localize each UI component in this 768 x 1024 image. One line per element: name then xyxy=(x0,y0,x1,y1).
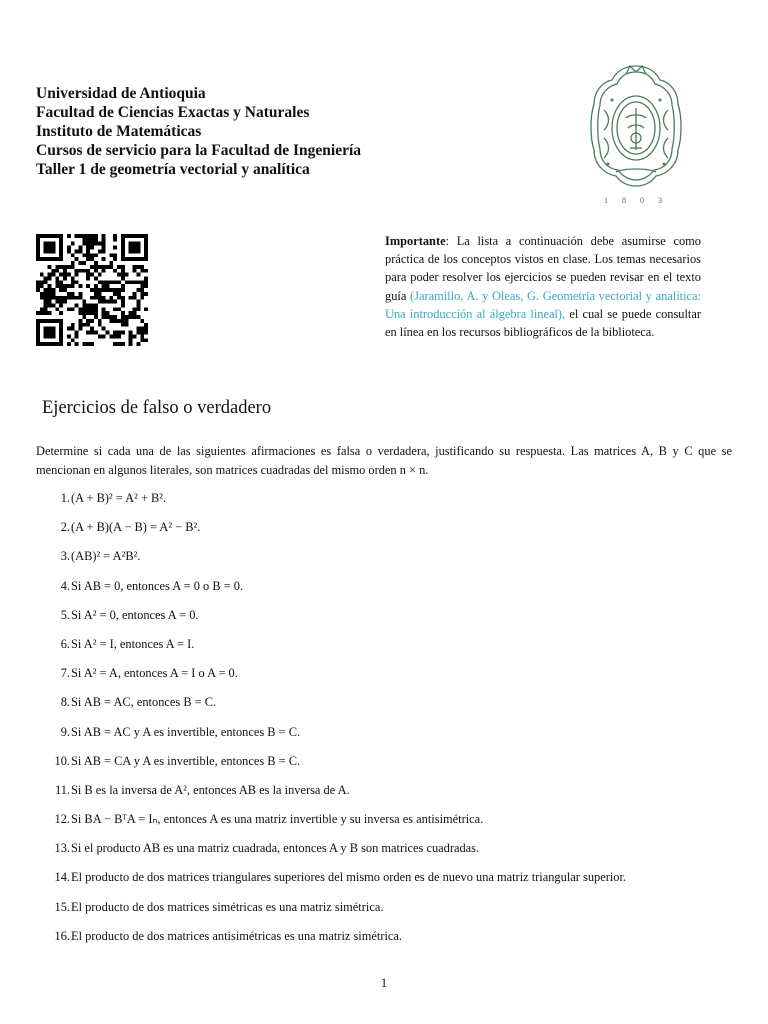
item-number: 12. xyxy=(54,812,70,827)
list-item xyxy=(36,722,736,751)
item-number: 6. xyxy=(60,636,70,651)
item-number: 2. xyxy=(60,520,70,535)
item-text: (AB)² = A²B². xyxy=(71,549,141,564)
item-text: Si AB = 0, entonces A = 0 o B = 0. xyxy=(71,578,244,593)
item-number: 4. xyxy=(60,578,70,593)
university-name: Universidad de Antioquia xyxy=(36,85,206,102)
workshop-title: Taller 1 de geometría vectorial y analítica xyxy=(36,161,310,178)
important-label: Importante xyxy=(385,234,446,248)
item-text: El producto de dos matrices antisimétricas es una matriz simétrica. xyxy=(71,928,402,943)
item-text: Si BA − BᵀA = Iₙ, entonces A es una matriz invertible y su inversa es antisimétrica. xyxy=(71,812,484,827)
item-text: Si AB = CA y A es invertible, entonces B = C. xyxy=(71,753,301,768)
list-item xyxy=(36,867,736,896)
item-number: 1. xyxy=(60,491,70,505)
list-item xyxy=(36,488,736,517)
item-text: (A + B)² = A² + B². xyxy=(71,491,167,505)
list-item xyxy=(36,751,736,780)
list-item xyxy=(36,517,736,546)
item-number: 7. xyxy=(60,666,70,681)
qr-code-icon xyxy=(36,234,148,346)
list-item xyxy=(36,809,736,838)
item-number: 16. xyxy=(54,928,70,943)
item-number: 13. xyxy=(54,841,70,856)
item-number: 8. xyxy=(60,695,70,710)
university-seal-icon xyxy=(586,60,686,190)
important-note xyxy=(385,232,701,341)
item-text: (A + B)(A − B) = A² − B². xyxy=(71,520,201,535)
item-number: 9. xyxy=(60,724,70,739)
list-item xyxy=(36,576,736,605)
item-text: Si AB = AC, entonces B = C. xyxy=(71,695,217,710)
item-text: Si A² = A, entonces A = I o A = 0. xyxy=(71,666,238,681)
important-text: : La lista a continuación debe asumirse como práctica de los conceptos vistos en clase. Los temas necesarios para poder resolver los ejercicios se pueden revisar en el texto guía xyxy=(385,234,701,303)
list-item xyxy=(36,546,736,575)
item-text: Si B es la inversa de A², entonces AB es la inversa de A. xyxy=(71,782,350,797)
seal-year: 1 8 0 3 xyxy=(604,196,668,205)
item-number: 15. xyxy=(54,899,70,914)
exercise-list xyxy=(36,488,736,955)
page-number: 1 xyxy=(380,976,388,990)
document-header xyxy=(36,84,556,179)
list-item xyxy=(36,663,736,692)
item-number: 11. xyxy=(54,782,70,797)
item-text: Si A² = 0, entonces A = 0. xyxy=(71,607,199,622)
institute-name: Instituto de Matemáticas xyxy=(36,123,202,140)
qr-modules xyxy=(36,234,148,346)
list-item xyxy=(36,634,736,663)
item-text: Si A² = I, entonces A = I. xyxy=(71,636,195,651)
list-item xyxy=(36,838,736,867)
course-name: Cursos de servicio para la Facultad de Ingeniería xyxy=(36,142,362,159)
item-number: 14. xyxy=(54,870,70,885)
guide-book-link[interactable]: (Jaramillo, A. y Oleas, G. Geometría vectorial y analítica: Una introducción al álgebra lineal), xyxy=(385,288,702,321)
important-text-end: el cual se puede consultar en línea en los recursos bibliográficos de la biblioteca. xyxy=(385,306,701,340)
intro-paragraph: Determine si cada una de las siguientes afirmaciones es falsa o verdadera, justificando su respuesta. Las matrices A, B y C que se mencionan en algunos literales, son matrices cuadradas del mismo orden n × n. xyxy=(36,444,732,477)
item-number: 10. xyxy=(54,753,70,768)
item-number: 3. xyxy=(60,549,70,564)
list-item xyxy=(36,692,736,721)
list-item xyxy=(36,780,736,809)
list-item xyxy=(36,926,736,955)
faculty-name: Facultad de Ciencias Exactas y Naturales xyxy=(36,104,310,121)
list-item xyxy=(36,897,736,926)
item-number: 5. xyxy=(60,607,70,622)
item-text: El producto de dos matrices triangulares superiores del mismo orden es de nuevo una matriz triangular superior. xyxy=(71,870,627,885)
list-item xyxy=(36,605,736,634)
item-text: El producto de dos matrices simétricas es una matriz simétrica. xyxy=(71,899,384,914)
item-text: Si AB = AC y A es invertible, entonces B = C. xyxy=(71,724,301,739)
item-text: Si el producto AB es una matriz cuadrada, entonces A y B son matrices cuadradas. xyxy=(71,841,480,856)
section-title: Ejercicios de falso o verdadero xyxy=(42,398,272,418)
